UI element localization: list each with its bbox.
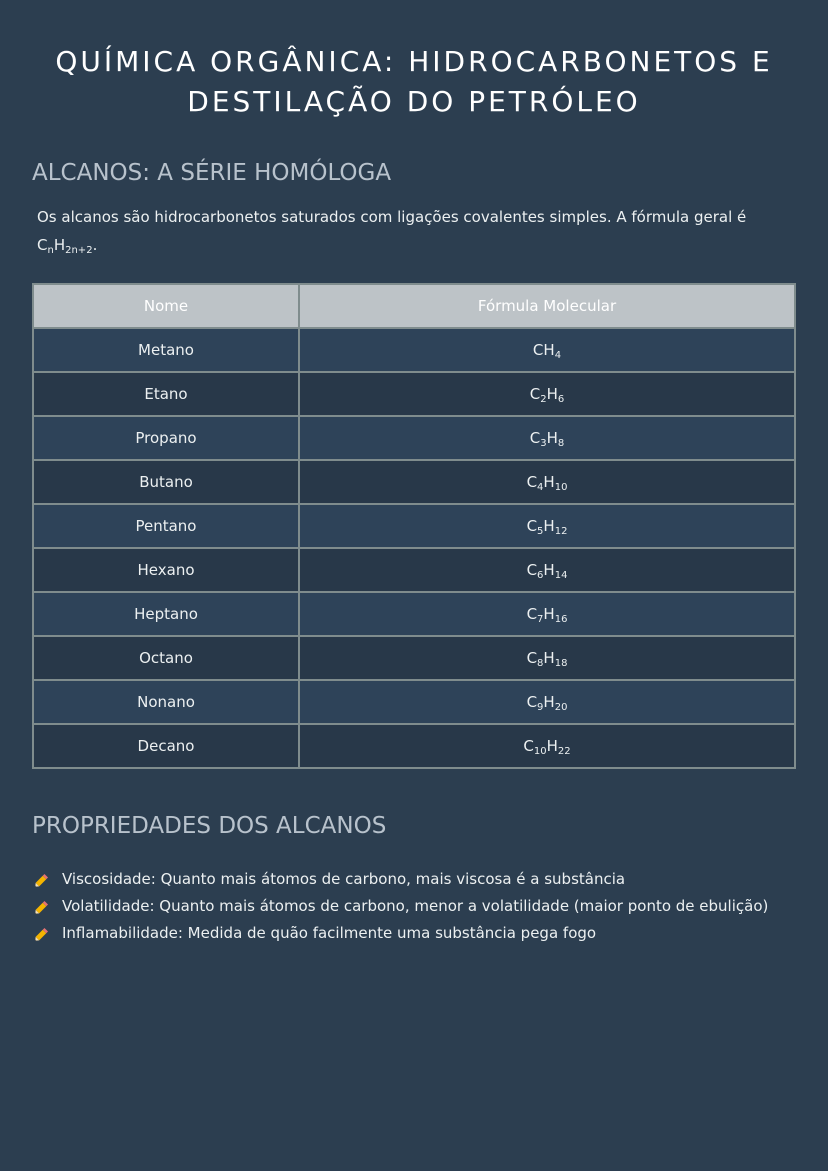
- pencil-icon: [32, 870, 52, 890]
- cell-nome: Hexano: [33, 548, 299, 592]
- formula-c: C: [526, 561, 538, 579]
- property-viscosidade: Viscosidade: Quanto mais átomos de carbono, mais viscosa é a substância: [62, 870, 626, 888]
- intro-paragraph: [37, 203, 797, 259]
- formula-c: C: [526, 605, 538, 623]
- table-row: [33, 328, 795, 372]
- formula-h-sub: 8: [557, 438, 565, 449]
- formula-h-sub: 18: [554, 658, 568, 669]
- formula-h: H: [543, 561, 555, 579]
- table-row: [33, 724, 795, 768]
- formula-h: H: [543, 649, 555, 667]
- cell-formula: [299, 636, 795, 680]
- table-row: [33, 416, 795, 460]
- list-item: [32, 866, 768, 893]
- property-inflamabilidade: Inflamabilidade: Medida de quão facilmente uma substância pega fogo: [62, 924, 597, 942]
- formula-end: .: [92, 236, 98, 254]
- pencil-icon: [32, 897, 52, 917]
- cell-nome: Butano: [33, 460, 299, 504]
- formula-c-sub: 10: [533, 746, 547, 757]
- cell-nome: Decano: [33, 724, 299, 768]
- formula-c-sub: 6: [537, 570, 544, 581]
- header-nome: Nome: [33, 284, 299, 328]
- general-formula: [37, 236, 97, 254]
- table-header-row: [33, 284, 795, 328]
- cell-formula: [299, 372, 795, 416]
- formula-c: C: [529, 385, 541, 403]
- cell-nome: Propano: [33, 416, 299, 460]
- formula-h: H: [543, 473, 555, 491]
- list-item: [32, 920, 768, 947]
- formula-h: H: [546, 737, 558, 755]
- properties-list: [32, 866, 768, 947]
- cell-nome: Octano: [33, 636, 299, 680]
- formula-h-sub: 12: [554, 526, 568, 537]
- formula-h: H: [543, 693, 555, 711]
- formula-h-sub: 10: [554, 482, 568, 493]
- formula-c: C: [526, 473, 538, 491]
- formula-c-sub: 8: [537, 658, 544, 669]
- table-row: [33, 592, 795, 636]
- formula-h: H: [53, 236, 66, 254]
- formula-h-sub: 4: [554, 350, 562, 361]
- formula-h-sub: 20: [554, 702, 568, 713]
- formula-h-sub: 14: [554, 570, 568, 581]
- cell-nome: Heptano: [33, 592, 299, 636]
- formula-c: C: [523, 737, 534, 755]
- formula-c: C: [529, 429, 541, 447]
- cell-nome: Pentano: [33, 504, 299, 548]
- table-row: [33, 372, 795, 416]
- section-heading-alcanos: ALCANOS: A SÉRIE HOMÓLOGA: [32, 160, 392, 186]
- cell-formula: [299, 680, 795, 724]
- formula-c-sub: 7: [537, 614, 544, 625]
- table-row: [33, 548, 795, 592]
- formula-h-sub: 22: [557, 746, 571, 757]
- list-item: [32, 893, 768, 920]
- formula-c-sub: 5: [537, 526, 544, 537]
- formula-h: H: [546, 429, 558, 447]
- formula-h: H: [543, 517, 555, 535]
- intro-text: Os alcanos são hidrocarbonetos saturados com ligações covalentes simples. A fórmula geral é: [37, 208, 747, 226]
- formula-c: C: [37, 236, 48, 254]
- cell-formula: [299, 504, 795, 548]
- alkanes-table: [32, 283, 796, 769]
- cell-formula: [299, 460, 795, 504]
- cell-nome: Metano: [33, 328, 299, 372]
- formula-c: C: [532, 341, 544, 359]
- page-title: QUÍMICA ORGÂNICA: HIDROCARBONETOS E DESTILAÇÃO DO PETRÓLEO: [55, 45, 773, 118]
- formula-h: H: [543, 605, 555, 623]
- cell-formula: [299, 592, 795, 636]
- table-row: [33, 680, 795, 724]
- formula-c: C: [526, 649, 538, 667]
- cell-nome: Nonano: [33, 680, 299, 724]
- cell-formula: [299, 548, 795, 592]
- formula-c: C: [526, 517, 538, 535]
- property-volatilidade: Volatilidade: Quanto mais átomos de carbono, menor a volatilidade (maior ponto de ebulição): [62, 897, 769, 915]
- formula-h-sub: 16: [554, 614, 568, 625]
- table-row: [33, 504, 795, 548]
- formula-c-sub: 4: [537, 482, 544, 493]
- cell-formula: [299, 328, 795, 372]
- formula-c-sub: 9: [537, 702, 544, 713]
- formula-h: H: [546, 385, 558, 403]
- cell-nome: Etano: [33, 372, 299, 416]
- section-heading-propriedades: PROPRIEDADES DOS ALCANOS: [32, 813, 387, 839]
- formula-n-sub: n: [47, 245, 54, 256]
- formula-c-sub: 2: [540, 394, 547, 405]
- formula-c-sub: 3: [540, 438, 547, 449]
- formula-h-sub: 6: [557, 394, 565, 405]
- table-row: [33, 636, 795, 680]
- pencil-icon: [32, 924, 52, 944]
- table-row: [33, 460, 795, 504]
- formula-h: H: [543, 341, 555, 359]
- header-formula: Fórmula Molecular: [299, 284, 795, 328]
- cell-formula: [299, 724, 795, 768]
- formula-h-sub: 2n+2: [65, 245, 93, 256]
- cell-formula: [299, 416, 795, 460]
- formula-c: C: [526, 693, 538, 711]
